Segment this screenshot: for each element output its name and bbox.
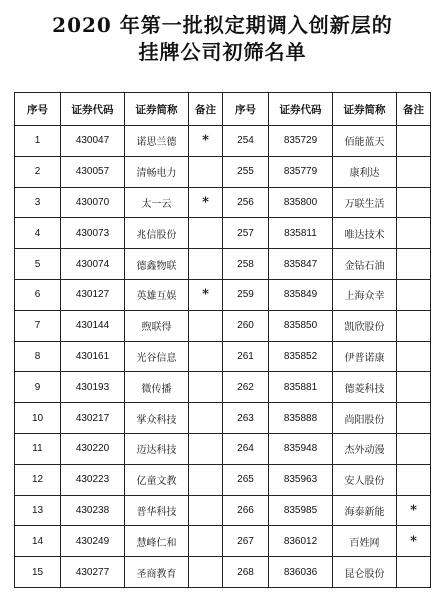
cell-note-right: * [397,495,431,526]
cell-name-left: 太一云 [125,187,189,218]
cell-seq-left: 4 [15,218,61,249]
cell-seq-left: 10 [15,403,61,434]
cell-name-right: 凯欣股份 [333,310,397,341]
cell-seq-left: 6 [15,279,61,310]
cell-code-right: 835948 [269,433,333,464]
cell-note-right [397,187,431,218]
cell-note-left [189,341,223,372]
cell-note-right [397,249,431,280]
table-row [15,341,431,372]
cell-name-left: 微传播 [125,372,189,403]
header-code-left: 证券代码 [61,93,125,126]
cell-code-right: 835963 [269,464,333,495]
cell-note-left [189,464,223,495]
cell-code-right: 835985 [269,495,333,526]
cell-note-left [189,495,223,526]
cell-name-left: 慧峰仁和 [125,526,189,557]
cell-code-right: 835800 [269,187,333,218]
cell-note-left [189,156,223,187]
cell-name-left: 德鑫物联 [125,249,189,280]
cell-code-right: 836036 [269,557,333,588]
cell-note-left [189,526,223,557]
cell-code-left: 430073 [61,218,125,249]
cell-note-left: * [189,187,223,218]
cell-note-right [397,464,431,495]
cell-code-left: 430249 [61,526,125,557]
cell-name-right: 百姓网 [333,526,397,557]
table-row [15,464,431,495]
cell-code-left: 430220 [61,433,125,464]
header-seq-right: 序号 [223,93,269,126]
cell-code-left: 430057 [61,156,125,187]
company-list-table [14,92,431,588]
cell-name-left: 普华科技 [125,495,189,526]
table-row [15,433,431,464]
cell-name-right: 尚阳股份 [333,403,397,434]
title-line-2: 挂牌公司初筛名单 [138,40,307,64]
cell-note-left [189,218,223,249]
cell-code-left: 430193 [61,372,125,403]
cell-seq-right: 262 [223,372,269,403]
cell-name-right: 佰能蓝天 [333,126,397,157]
table-row [15,495,431,526]
cell-note-right [397,341,431,372]
cell-note-left [189,372,223,403]
header-note-right: 备注 [397,93,431,126]
cell-note-left [189,310,223,341]
cell-note-right [397,403,431,434]
cell-seq-right: 255 [223,156,269,187]
cell-note-right [397,310,431,341]
cell-seq-left: 1 [15,126,61,157]
cell-seq-left: 5 [15,249,61,280]
cell-name-left: 亿童文教 [125,464,189,495]
cell-code-left: 430127 [61,279,125,310]
document-title [0,0,445,72]
cell-code-right: 835850 [269,310,333,341]
cell-note-right [397,279,431,310]
cell-note-right [397,433,431,464]
cell-code-right: 835779 [269,156,333,187]
cell-code-right: 836012 [269,526,333,557]
cell-seq-left: 8 [15,341,61,372]
cell-name-right: 海泰新能 [333,495,397,526]
cell-code-left: 430277 [61,557,125,588]
cell-code-right: 835847 [269,249,333,280]
header-note-left: 备注 [189,93,223,126]
title-line-1: 2020 年第一批拟定期调入创新层的 [52,13,393,37]
cell-seq-right: 259 [223,279,269,310]
cell-name-left: 英雄互娱 [125,279,189,310]
cell-seq-right: 254 [223,126,269,157]
cell-seq-left: 9 [15,372,61,403]
cell-note-right: * [397,526,431,557]
cell-code-left: 430223 [61,464,125,495]
cell-code-right: 835849 [269,279,333,310]
header-seq-left: 序号 [15,93,61,126]
table-row [15,187,431,218]
cell-code-left: 430238 [61,495,125,526]
cell-name-right: 杰外动漫 [333,433,397,464]
cell-name-left: 清畅电力 [125,156,189,187]
company-list-table-container [14,92,430,588]
cell-name-right: 安人股份 [333,464,397,495]
table-row [15,526,431,557]
cell-note-right [397,126,431,157]
cell-name-left: 煦联得 [125,310,189,341]
cell-name-right: 上海众幸 [333,279,397,310]
cell-name-right: 唯达技术 [333,218,397,249]
cell-seq-right: 256 [223,187,269,218]
cell-seq-left: 11 [15,433,61,464]
cell-name-right: 昆仑股份 [333,557,397,588]
cell-name-right: 金钻石油 [333,249,397,280]
cell-seq-right: 266 [223,495,269,526]
cell-name-left: 光谷信息 [125,341,189,372]
cell-code-right: 835811 [269,218,333,249]
cell-seq-left: 15 [15,557,61,588]
header-name-right: 证券简称 [333,93,397,126]
cell-seq-right: 268 [223,557,269,588]
table-header-row [15,93,431,126]
header-name-left: 证券简称 [125,93,189,126]
cell-code-left: 430144 [61,310,125,341]
cell-name-left: 圣商教育 [125,557,189,588]
cell-seq-right: 257 [223,218,269,249]
table-row [15,310,431,341]
cell-seq-left: 13 [15,495,61,526]
table-row [15,403,431,434]
cell-seq-left: 12 [15,464,61,495]
cell-seq-left: 3 [15,187,61,218]
table-row [15,126,431,157]
cell-note-left: * [189,126,223,157]
cell-name-right: 德菱科技 [333,372,397,403]
cell-note-right [397,218,431,249]
cell-seq-right: 264 [223,433,269,464]
cell-note-left: * [189,279,223,310]
cell-note-right [397,372,431,403]
cell-code-left: 430161 [61,341,125,372]
cell-note-right [397,156,431,187]
cell-code-right: 835888 [269,403,333,434]
table-row [15,249,431,280]
cell-note-left [189,433,223,464]
cell-note-left [189,249,223,280]
cell-seq-left: 14 [15,526,61,557]
cell-code-left: 430070 [61,187,125,218]
cell-seq-right: 265 [223,464,269,495]
cell-note-left [189,557,223,588]
cell-seq-left: 7 [15,310,61,341]
cell-code-right: 835852 [269,341,333,372]
cell-code-left: 430047 [61,126,125,157]
table-body [15,126,431,588]
cell-name-right: 康利达 [333,156,397,187]
cell-code-left: 430217 [61,403,125,434]
cell-code-right: 835881 [269,372,333,403]
cell-name-left: 掌众科技 [125,403,189,434]
cell-seq-right: 267 [223,526,269,557]
table-row [15,156,431,187]
cell-name-left: 诺思兰德 [125,126,189,157]
cell-seq-right: 263 [223,403,269,434]
table-row [15,557,431,588]
cell-seq-right: 258 [223,249,269,280]
cell-seq-right: 261 [223,341,269,372]
table-row [15,372,431,403]
cell-code-right: 835729 [269,126,333,157]
cell-note-right [397,557,431,588]
cell-name-left: 兆信股份 [125,218,189,249]
cell-seq-right: 260 [223,310,269,341]
table-row [15,279,431,310]
cell-name-left: 迈达科技 [125,433,189,464]
cell-name-right: 万联生活 [333,187,397,218]
cell-note-left [189,403,223,434]
cell-seq-left: 2 [15,156,61,187]
cell-code-left: 430074 [61,249,125,280]
cell-name-right: 伊普诺康 [333,341,397,372]
header-code-right: 证券代码 [269,93,333,126]
table-row [15,218,431,249]
